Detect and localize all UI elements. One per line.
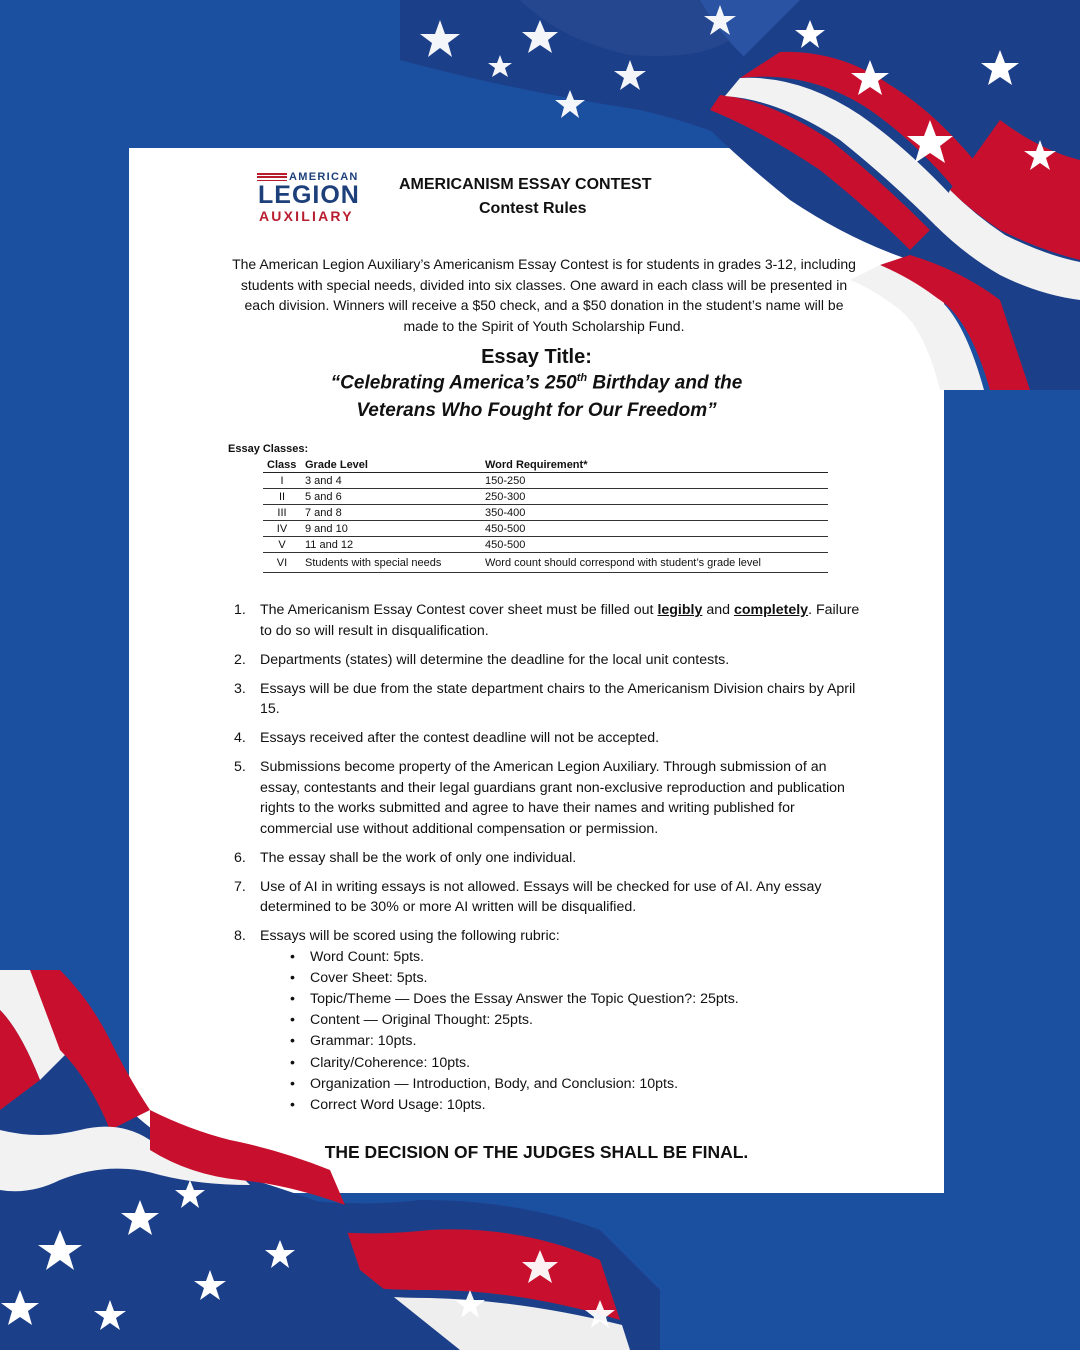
cell-grade-level: 3 and 4 xyxy=(301,473,481,489)
rule-item: 6. The essay shall be the work of only one individual. xyxy=(234,849,577,866)
document-subtitle: Contest Rules xyxy=(479,200,587,217)
table-row xyxy=(263,489,828,505)
rule-item: 4. Essays received after the contest deadline will not be accepted. xyxy=(234,730,660,746)
cell-grade-level: Students with special needs xyxy=(301,553,481,573)
document-title: AMERICANISM ESSAY CONTEST xyxy=(399,176,652,193)
table-header-row xyxy=(263,457,828,473)
logo-stripes-icon xyxy=(257,173,287,181)
rubric-item: • Topic/Theme — Does the Essay Answer the Topic Question?: 25pts. xyxy=(260,989,869,1010)
rule-item: 1. The Americanism Essay Contest cover sheet must be filled out legibly and completely. Failure to do so will result in disqualification. xyxy=(234,602,860,639)
rubric-item: • Clarity/Coherence: 10pts. xyxy=(260,1053,869,1074)
rule-item: 8. Essays will be scored using the following rubric: • Word Count: 5pts. • Cover Sheet: 5pts. • Topic/Theme — Does the Essay Answer the Topic Question?: 25pts. • Content — Original Thought: 25pts. • Grammar: 10pts. • Clarity/Coherence: 10pts. • Organization — Introduction, Body, and Conclusion: 10pts. • Correct Word Usage: 10pts. xyxy=(229,926,869,1116)
essay-title-line-1: “Celebrating America’s 250th Birthday and the xyxy=(330,372,743,394)
rubric-item: • Correct Word Usage: 10pts. xyxy=(260,1095,869,1116)
essay-classes-label: Essay Classes: xyxy=(228,443,309,455)
cell-word-requirement: 450-500 xyxy=(481,521,828,537)
rubric-item: • Grammar: 10pts. xyxy=(260,1031,869,1052)
cell-grade-level: 5 and 6 xyxy=(301,489,481,505)
logo-american-text: AMERICAN xyxy=(289,171,359,183)
table-row xyxy=(263,537,828,553)
rubric-item: • Cover Sheet: 5pts. xyxy=(260,968,869,989)
essay-title-label: Essay Title: xyxy=(481,346,592,368)
table-row xyxy=(263,473,828,489)
table-row xyxy=(263,553,828,573)
cell-word-requirement: Word count should correspond with student’s grade level xyxy=(481,553,828,573)
cell-class: II xyxy=(263,489,301,505)
cell-class: III xyxy=(263,505,301,521)
cell-class: VI xyxy=(263,553,301,573)
cell-word-requirement: 250-300 xyxy=(481,489,828,505)
cell-word-requirement: 350-400 xyxy=(481,505,828,521)
us-flag-corner-bottom-left-image xyxy=(0,970,460,1350)
rule-item: 7. Use of AI in writing essays is not allowed. Essays will be checked for use of AI. Any essay determined to be 30% or more AI written will be disqualified. xyxy=(234,878,822,915)
table-row xyxy=(263,521,828,537)
column-header-class: Class xyxy=(263,457,301,473)
rule-item: 5. Submissions become property of the American Legion Auxiliary. Through submission of an essay, contestants and their legal guardians grant non-exclusive reproduction and publication rights to the works submitted and agree to have their names and writing published for commercial use without additional compensation or permission. xyxy=(234,759,845,837)
logo-legion-text: LEGION xyxy=(258,181,360,209)
rubric-item: • Organization — Introduction, Body, and Conclusion: 10pts. xyxy=(260,1074,869,1095)
cell-grade-level: 9 and 10 xyxy=(301,521,481,537)
cell-grade-level: 11 and 12 xyxy=(301,537,481,553)
rule-item: 3. Essays will be due from the state department chairs to the Americanism Division chairs by April 15. xyxy=(234,680,856,717)
column-header-word-requirement: Word Requirement* xyxy=(481,457,828,473)
cell-class: I xyxy=(263,473,301,489)
cell-class: V xyxy=(263,537,301,553)
essay-title-line-2: Veterans Who Fought for Our Freedom” xyxy=(356,400,717,421)
rule-item: 2. Departments (states) will determine the deadline for the local unit contests. xyxy=(234,651,730,668)
rubric-item: • Content — Original Thought: 25pts. xyxy=(260,1010,869,1031)
rubric-item: • Word Count: 5pts. xyxy=(260,947,869,968)
column-header-grade-level: Grade Level xyxy=(301,457,481,473)
intro-paragraph: The American Legion Auxiliary’s Americanism Essay Contest is for students in grades 3-12, including students with special needs, divided into six classes. One award in each class will be presented in each division. Winners will receive a $50 check, and a $50 donation in the student’s name will be made to the Spirit of Youth Scholarship Fund. xyxy=(232,256,856,334)
cell-word-requirement: 450-500 xyxy=(481,537,828,553)
american-legion-auxiliary-logo xyxy=(257,171,369,227)
judges-decision-final-statement: THE DECISION OF THE JUDGES SHALL BE FINAL. xyxy=(324,1142,749,1162)
cell-class: IV xyxy=(263,521,301,537)
us-flag-corner-top-right-image xyxy=(700,0,1080,390)
cell-word-requirement: 150-250 xyxy=(481,473,828,489)
cell-grade-level: 7 and 8 xyxy=(301,505,481,521)
logo-auxiliary-text: AUXILIARY xyxy=(259,208,354,224)
essay-classes-table xyxy=(263,457,828,573)
table-row xyxy=(263,505,828,521)
